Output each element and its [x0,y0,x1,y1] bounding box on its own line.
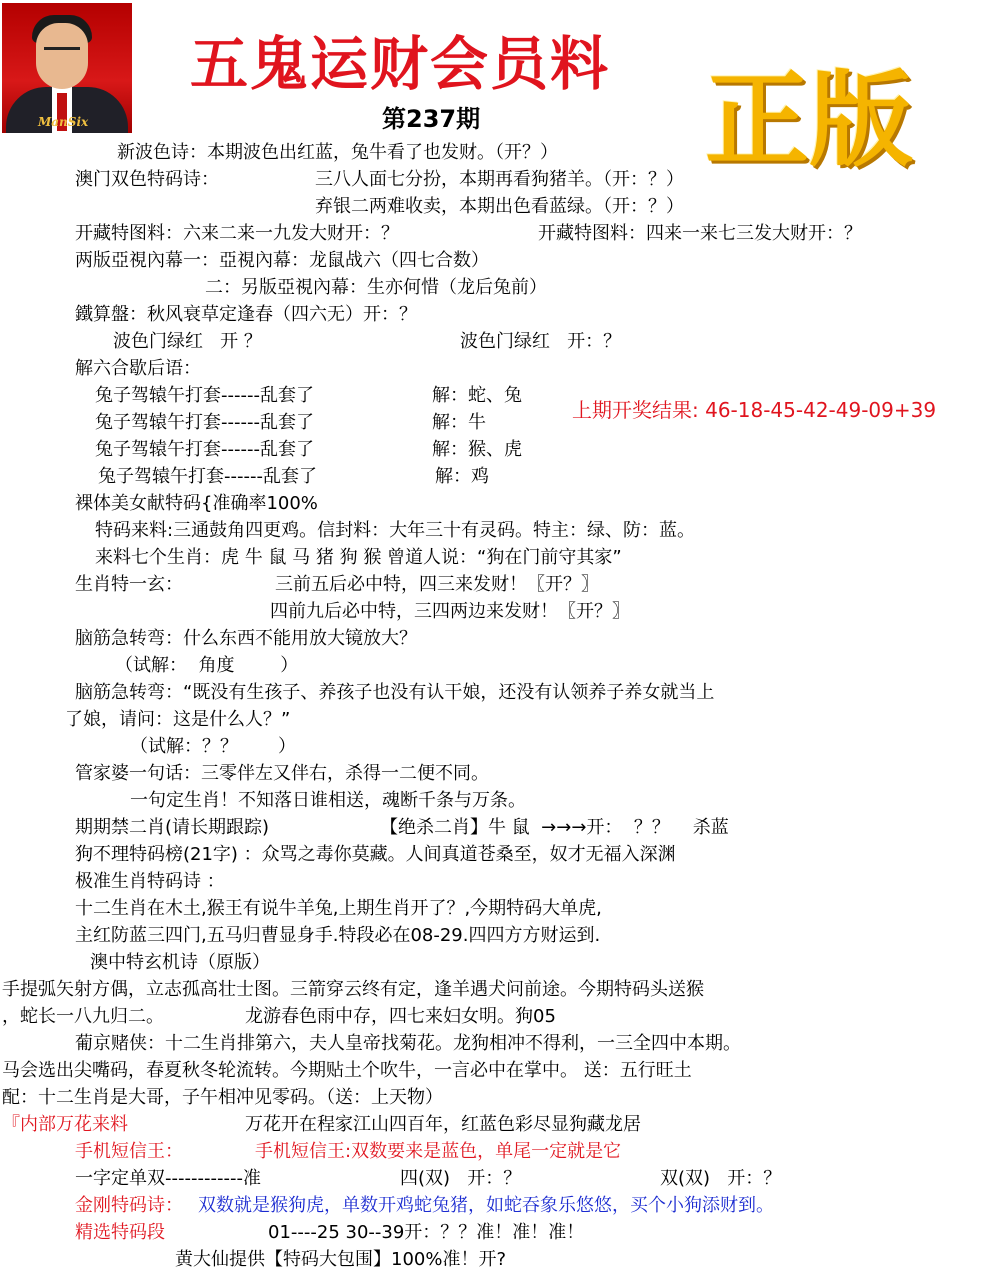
text-line: ，蛇长一八九归二。 [2,1006,164,1027]
text-line: 两版亞視內幕一：亞視內幕：龙鼠战六（四七合数） [75,250,489,271]
text-line: 澳中特玄机诗（原版） [90,952,270,973]
text-line: 葡京赌侠：十二生肖排第六，夫人皇帝找菊花。龙狗相冲不得利，一三全四中本期。 [75,1033,741,1054]
highlight-line-red: 『内部万花来料 [2,1114,128,1135]
text-line: 狗不理特码榜(21字) ：众骂之毒你莫藏。人间真道苍桑至，奴才无福入深渊 [75,844,676,865]
portrait-signature: ManSix [38,115,89,129]
text-line: 新波色诗：本期波色出红蓝，兔牛看了也发财。（开？） [117,142,558,163]
text-line: 解：蛇、兔 [432,385,522,406]
text-line: 管家婆一句话：三零伴左又伴右，杀得一二便不同。 [75,763,489,784]
text-line: 解：牛 [432,412,486,433]
authentic-stamp: 正版 [705,58,914,181]
text-line: 一字定单双------------准 [75,1168,261,1189]
text-line: 三八人面七分扮，本期再看狗猪羊。（开：？） [315,169,684,190]
text-line: 脑筋急转弯：“既没有生孩子、养孩子也没有认干娘，还没有认领养子养女就当上 [75,682,715,703]
text-line: 鐵算盤：秋风衰草定逢春（四六无）开：？ [75,304,417,325]
text-line: （试解：？？ ） [130,736,297,757]
portrait-eyes [44,47,80,56]
text-line: 特码来料:三通鼓角四更鸡。信封料：大年三十有灵码。特主：绿、防：蓝。 [95,520,696,541]
text-line: 开藏特图料：四来一来七三发大财开：？ [538,223,862,244]
text-line: 马会选出尖嘴码，春夏秋冬轮流转。今期贴土个吹牛，一言必中在掌中。 送：五行旺土 [2,1060,692,1081]
text-line: 主红防蓝三四门,五马归曹显身手.特段必在08-29.四四方方财运到. [75,925,601,946]
text-line: 极准生肖特码诗 ： [75,871,225,892]
text-line: 了娘，请问：这是什么人？” [65,709,291,730]
text-line: 裸体美女献特码{准确率100% [75,493,318,514]
text-line: 龙游春色雨中存，四七来妇女明。狗05 [245,1006,556,1027]
text-line: 解六合歇后语： [75,358,201,379]
text-line: 来料七个生肖：虎 牛 鼠 马 猪 狗 猴 曾道人说：“狗在门前守其家” [95,547,622,568]
highlight-line-red: 精选特码段 [75,1222,165,1243]
text-line: 期期禁二肖(请长期跟踪) [75,817,270,838]
page-title: 五鬼运财会员料 [190,30,611,98]
text-line: 解：鸡 [435,466,489,487]
text-line: 脑筋急转弯：什么东西不能用放大镜放大？ [75,628,417,649]
highlight-line-blue: 双数就是猴狗虎，单数开鸡蛇兔猪，如蛇吞象乐悠悠，买个小狗添财到。 [198,1195,774,1216]
last-draw-result: 上期开奖结果: 46-18-45-42-49-09+39 [572,398,937,422]
text-line: 生肖特一玄： [75,574,183,595]
issue-number: 第237期 [382,105,481,133]
text-line: 澳门双色特码诗： [75,169,219,190]
highlight-line-red: 手机短信王:双数要来是蓝色，单尾一定就是它 [255,1141,622,1162]
text-line: 兔子驾辕午打套------乱套了 [95,439,314,460]
text-line: 万花开在程家江山四百年，红蓝色彩尽显狗藏龙居 [245,1114,641,1135]
text-line: 波色门绿红 开：？ [460,331,622,352]
text-line: 一句定生肖！不知落日谁相送，魂断千条与万条。 [130,790,526,811]
text-line: 双(双) 开：？ [660,1168,782,1189]
text-line: 弃银二两难收卖，本期出色看蓝绿。（开：？） [315,196,684,217]
text-line: 三前五后必中特，四三来发财！〖开？〗 [275,574,599,595]
text-line: 十二生肖在木土,猴王有说牛羊兔,上期生肖开了？,今期特码大单虎, [75,898,602,919]
text-line: 解：猴、虎 [432,439,522,460]
text-line: 配：十二生肖是大哥，子午相冲见零码。（送：上天物） [2,1087,443,1108]
text-line: 二：另版亞視內幕：生亦何惜（龙后兔前） [205,277,547,298]
highlight-line-red: 手机短信王： [75,1141,183,1162]
portrait-photo [2,3,132,133]
text-line: 黄大仙提供【特码大包围】100%准！开? [175,1249,507,1270]
text-line: 兔子驾辕午打套------乱套了 [98,466,317,487]
text-line: 开藏特图料：六来二来一九发大财开：？ [75,223,399,244]
text-line: 【绝杀二肖】牛 鼠 →→→开： ？？ 杀蓝 [380,817,729,838]
text-line: （试解： 角度 ） [115,655,299,676]
text-line: 波色门绿红 开 ？ [113,331,262,352]
text-line: 兔子驾辕午打套------乱套了 [95,412,314,433]
highlight-line-red: 金刚特码诗： [75,1195,183,1216]
text-line: 手提弧矢射方偶，立志孤高壮士图。三箭穿云终有定，逢羊遇犬问前途。今期特码头送猴 [2,979,704,1000]
text-line: 四前九后必中特，三四两边来发财！〖开？〗 [270,601,630,622]
text-line: 01----25 30--39开：？？准！准！准！ [268,1222,585,1243]
text-line: 兔子驾辕午打套------乱套了 [95,385,314,406]
text-line: 四(双) 开：？ [400,1168,522,1189]
portrait-face [36,23,88,89]
